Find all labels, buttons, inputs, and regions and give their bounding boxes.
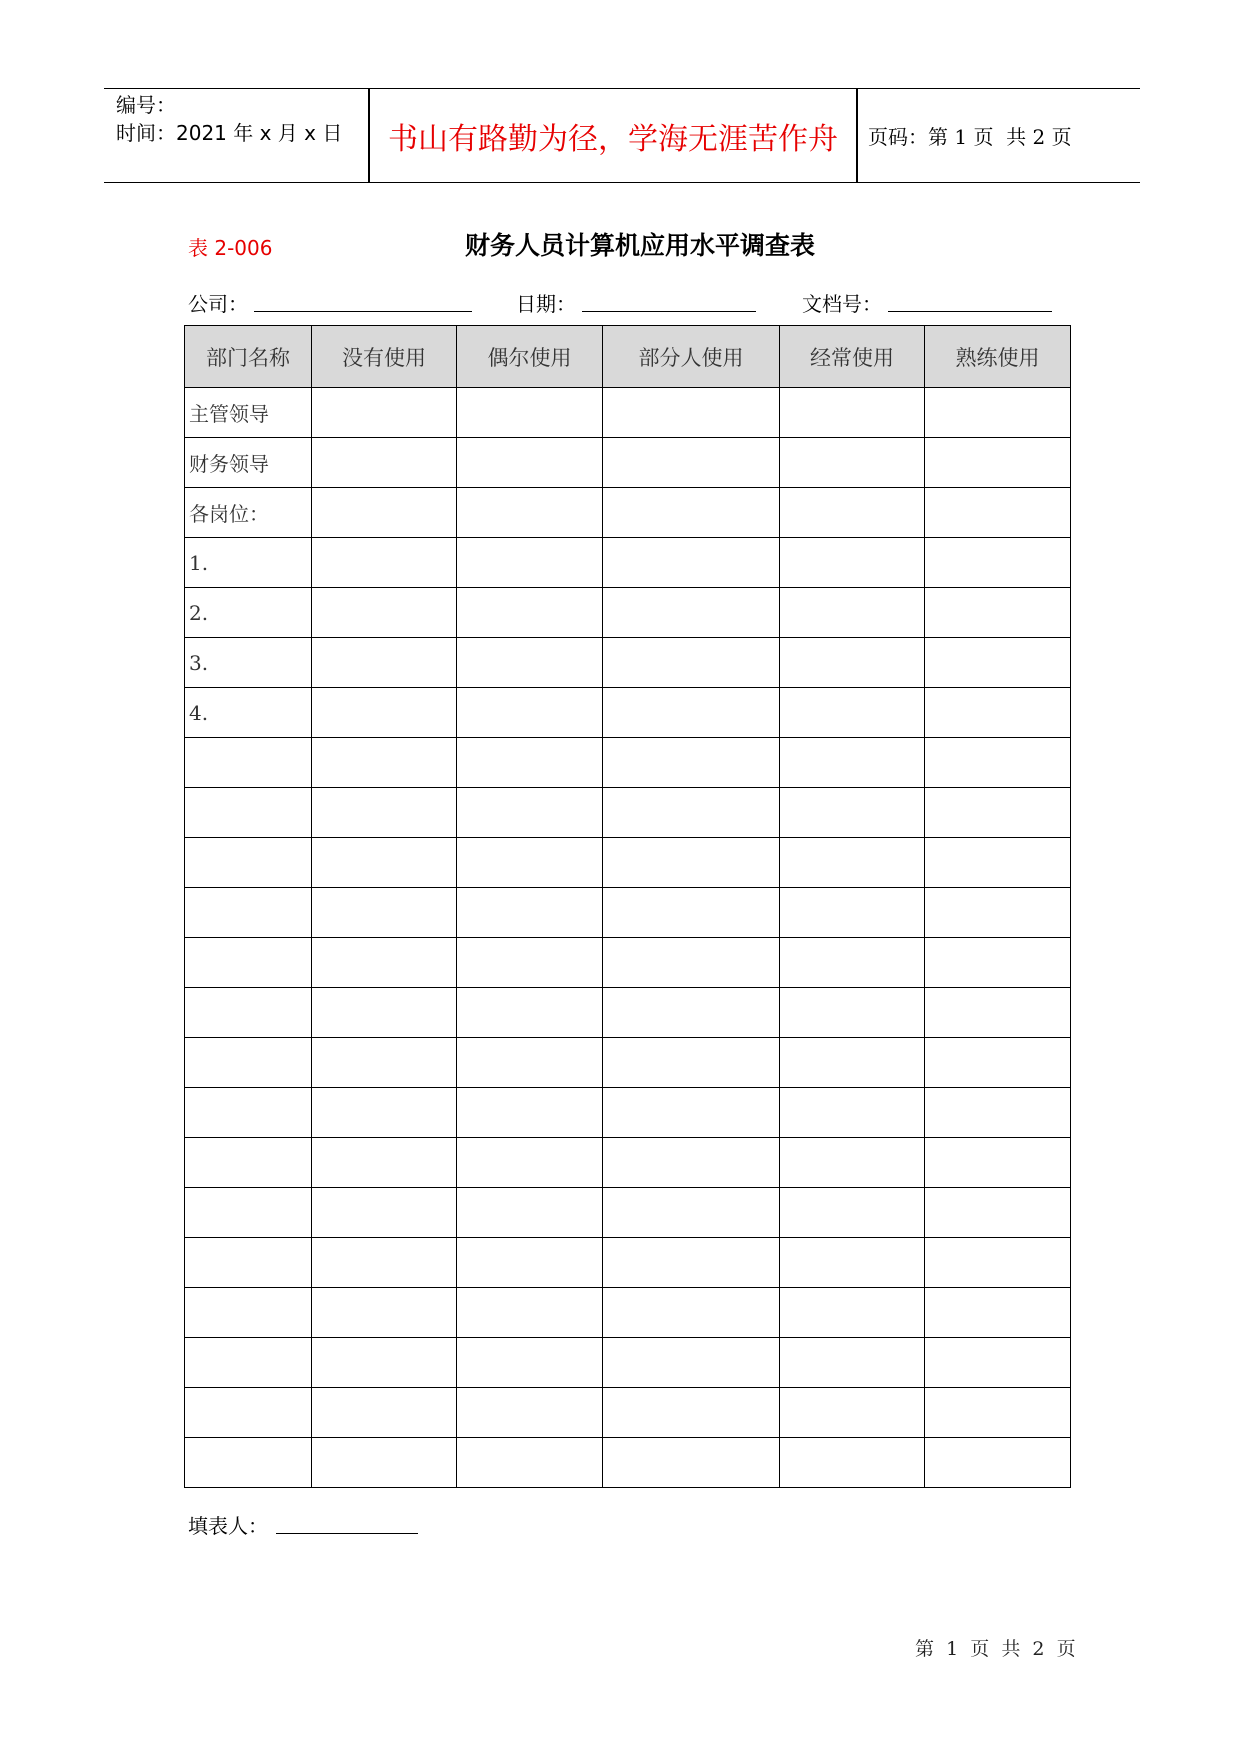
table-cell[interactable] (780, 488, 925, 538)
table-cell[interactable] (312, 788, 457, 838)
column-header: 没有使用 (312, 326, 457, 388)
table-row (185, 1138, 1071, 1188)
table-cell[interactable] (780, 588, 925, 638)
table-cell[interactable] (925, 1238, 1071, 1288)
table-cell[interactable] (457, 1088, 603, 1138)
date-label: 日期： (516, 292, 576, 316)
table-cell[interactable] (457, 1338, 603, 1388)
table-cell[interactable] (603, 488, 780, 538)
table-cell[interactable] (603, 1188, 780, 1238)
row-label (185, 1188, 312, 1238)
table-row (185, 888, 1071, 938)
table-cell[interactable] (780, 1038, 925, 1088)
table-cell[interactable] (312, 1338, 457, 1388)
header-page-code: 页码：第 1 页 共 2 页 (868, 125, 1072, 149)
column-header: 熟练使用 (925, 326, 1071, 388)
column-header: 部门名称 (185, 326, 312, 388)
table-row (185, 988, 1071, 1038)
table-cell[interactable] (603, 1088, 780, 1138)
table-cell[interactable] (925, 888, 1071, 938)
table-row (185, 1038, 1071, 1088)
table-row (185, 638, 1071, 688)
table-cell[interactable] (312, 1038, 457, 1088)
table-cell[interactable] (457, 1438, 603, 1488)
table-cell[interactable] (603, 688, 780, 738)
row-label: 各岗位： (185, 488, 312, 538)
table-cell[interactable] (312, 738, 457, 788)
table-cell[interactable] (780, 1338, 925, 1388)
filler-label: 填表人： (188, 1514, 268, 1538)
table-cell[interactable] (925, 938, 1071, 988)
table-cell[interactable] (603, 638, 780, 688)
table-cell[interactable] (603, 388, 780, 438)
table-row (185, 938, 1071, 988)
row-label: 财务领导 (185, 438, 312, 488)
table-cell[interactable] (780, 838, 925, 888)
table-row (185, 1288, 1071, 1338)
page-title: 财务人员计算机应用水平调查表 (464, 231, 815, 260)
row-label: 2. (185, 588, 312, 638)
table-cell[interactable] (457, 1038, 603, 1088)
table-row (185, 688, 1071, 738)
table-cell[interactable] (457, 588, 603, 638)
table-cell[interactable] (780, 538, 925, 588)
table-cell[interactable] (925, 1388, 1071, 1438)
table-cell[interactable] (312, 1238, 457, 1288)
table-row (185, 1188, 1071, 1238)
table-cell[interactable] (312, 638, 457, 688)
doc-number-field[interactable] (888, 311, 1052, 312)
row-label (185, 1138, 312, 1188)
table-cell[interactable] (312, 488, 457, 538)
table-cell[interactable] (603, 1038, 780, 1088)
table-cell[interactable] (312, 1288, 457, 1338)
table-cell[interactable] (603, 888, 780, 938)
row-label (185, 788, 312, 838)
table-cell[interactable] (603, 988, 780, 1038)
table-cell[interactable] (603, 1438, 780, 1488)
table-row (185, 1338, 1071, 1388)
table-cell[interactable] (457, 388, 603, 438)
row-label (185, 888, 312, 938)
table-cell[interactable] (603, 1388, 780, 1438)
table-cell[interactable] (780, 938, 925, 988)
table-cell[interactable] (780, 1388, 925, 1438)
table-row (185, 1088, 1071, 1138)
table-cell[interactable] (780, 688, 925, 738)
table-cell[interactable] (780, 738, 925, 788)
row-label (185, 1038, 312, 1088)
column-header: 经常使用 (780, 326, 925, 388)
table-cell[interactable] (312, 1388, 457, 1438)
table-cell[interactable] (603, 538, 780, 588)
table-cell[interactable] (312, 438, 457, 488)
table-cell[interactable] (603, 438, 780, 488)
row-label (185, 738, 312, 788)
header-divider (856, 89, 858, 182)
doc-number-label: 文档号： (802, 292, 882, 316)
table-cell[interactable] (312, 838, 457, 888)
table-number: 表 2-006 (188, 236, 273, 260)
time-label: 时间：2021 年 x 月 x 日 (116, 121, 343, 145)
table-cell[interactable] (925, 488, 1071, 538)
column-header: 部分人使用 (603, 326, 780, 388)
document-header (104, 88, 1140, 183)
table-cell[interactable] (312, 1088, 457, 1138)
row-label (185, 1288, 312, 1338)
table-cell[interactable] (780, 888, 925, 938)
table-cell[interactable] (603, 738, 780, 788)
table-row (185, 588, 1071, 638)
table-cell[interactable] (457, 438, 603, 488)
table-cell[interactable] (603, 1238, 780, 1288)
table-header-row (185, 326, 1071, 388)
table-cell[interactable] (780, 1288, 925, 1338)
row-label (185, 988, 312, 1038)
table-cell[interactable] (457, 788, 603, 838)
table-cell[interactable] (780, 638, 925, 688)
table-cell[interactable] (312, 688, 457, 738)
table-cell[interactable] (457, 1388, 603, 1438)
row-label (185, 838, 312, 888)
table-cell[interactable] (925, 688, 1071, 738)
table-cell[interactable] (457, 1238, 603, 1288)
table-cell[interactable] (925, 988, 1071, 1038)
table-cell[interactable] (457, 538, 603, 588)
row-label (185, 1438, 312, 1488)
table-cell[interactable] (312, 388, 457, 438)
survey-table (184, 325, 1071, 1488)
table-row (185, 488, 1071, 538)
table-cell[interactable] (312, 938, 457, 988)
table-cell[interactable] (925, 588, 1071, 638)
table-cell[interactable] (312, 988, 457, 1038)
serial-number-label: 编号： (116, 93, 176, 117)
table-cell[interactable] (457, 1188, 603, 1238)
table-cell[interactable] (925, 1438, 1071, 1488)
table-row (185, 1238, 1071, 1288)
table-row (185, 438, 1071, 488)
table-cell[interactable] (925, 1288, 1071, 1338)
table-cell[interactable] (312, 1438, 457, 1488)
table-row (185, 738, 1071, 788)
table-cell[interactable] (925, 438, 1071, 488)
table-cell[interactable] (780, 1188, 925, 1238)
column-header: 偶尔使用 (457, 326, 603, 388)
table-row (185, 1438, 1071, 1488)
table-cell[interactable] (457, 488, 603, 538)
table-cell[interactable] (603, 1288, 780, 1338)
company-label: 公司： (188, 292, 248, 316)
table-cell[interactable] (925, 1188, 1071, 1238)
table-cell[interactable] (603, 838, 780, 888)
table-cell[interactable] (925, 538, 1071, 588)
table-row (185, 838, 1071, 888)
table-cell[interactable] (457, 938, 603, 988)
table-cell[interactable] (457, 1138, 603, 1188)
table-cell[interactable] (925, 1338, 1071, 1388)
table-cell[interactable] (925, 638, 1071, 688)
row-label (185, 1238, 312, 1288)
table-cell[interactable] (312, 1188, 457, 1238)
table-cell[interactable] (925, 788, 1071, 838)
header-meta (116, 91, 366, 147)
page-footer: 第 1 页 共 2 页 (915, 1638, 1076, 1660)
table-row (185, 538, 1071, 588)
row-label (185, 1388, 312, 1438)
table-cell[interactable] (925, 1088, 1071, 1138)
table-cell[interactable] (457, 888, 603, 938)
table-cell[interactable] (457, 838, 603, 888)
table-cell[interactable] (457, 988, 603, 1038)
table-cell[interactable] (780, 1438, 925, 1488)
table-cell[interactable] (925, 1138, 1071, 1188)
table-cell[interactable] (457, 638, 603, 688)
company-field[interactable] (254, 311, 472, 312)
table-cell[interactable] (603, 1338, 780, 1388)
table-cell[interactable] (780, 788, 925, 838)
row-label: 1. (185, 538, 312, 588)
table-cell[interactable] (603, 938, 780, 988)
date-field[interactable] (582, 311, 756, 312)
row-label (185, 938, 312, 988)
table-cell[interactable] (312, 1138, 457, 1188)
table-cell[interactable] (457, 738, 603, 788)
table-cell[interactable] (925, 838, 1071, 888)
table-cell[interactable] (457, 688, 603, 738)
row-label: 4. (185, 688, 312, 738)
table-cell[interactable] (780, 438, 925, 488)
table-cell[interactable] (780, 988, 925, 1038)
table-row (185, 1388, 1071, 1438)
row-label: 3. (185, 638, 312, 688)
row-label (185, 1338, 312, 1388)
header-motto: 书山有路勤为径，学海无涯苦作舟 (388, 121, 838, 157)
table-cell[interactable] (780, 388, 925, 438)
table-cell[interactable] (925, 1038, 1071, 1088)
table-cell[interactable] (312, 538, 457, 588)
table-cell[interactable] (457, 1288, 603, 1338)
table-row (185, 788, 1071, 838)
table-cell[interactable] (780, 1138, 925, 1188)
table-cell[interactable] (312, 588, 457, 638)
table-row (185, 388, 1071, 438)
table-cell[interactable] (603, 788, 780, 838)
row-label: 主管领导 (185, 388, 312, 438)
table-cell[interactable] (780, 1088, 925, 1138)
table-cell[interactable] (925, 738, 1071, 788)
table-cell[interactable] (780, 1238, 925, 1288)
table-cell[interactable] (603, 1138, 780, 1188)
table-cell[interactable] (603, 588, 780, 638)
filler-field[interactable] (276, 1533, 418, 1534)
row-label (185, 1088, 312, 1138)
table-cell[interactable] (312, 888, 457, 938)
table-cell[interactable] (925, 388, 1071, 438)
